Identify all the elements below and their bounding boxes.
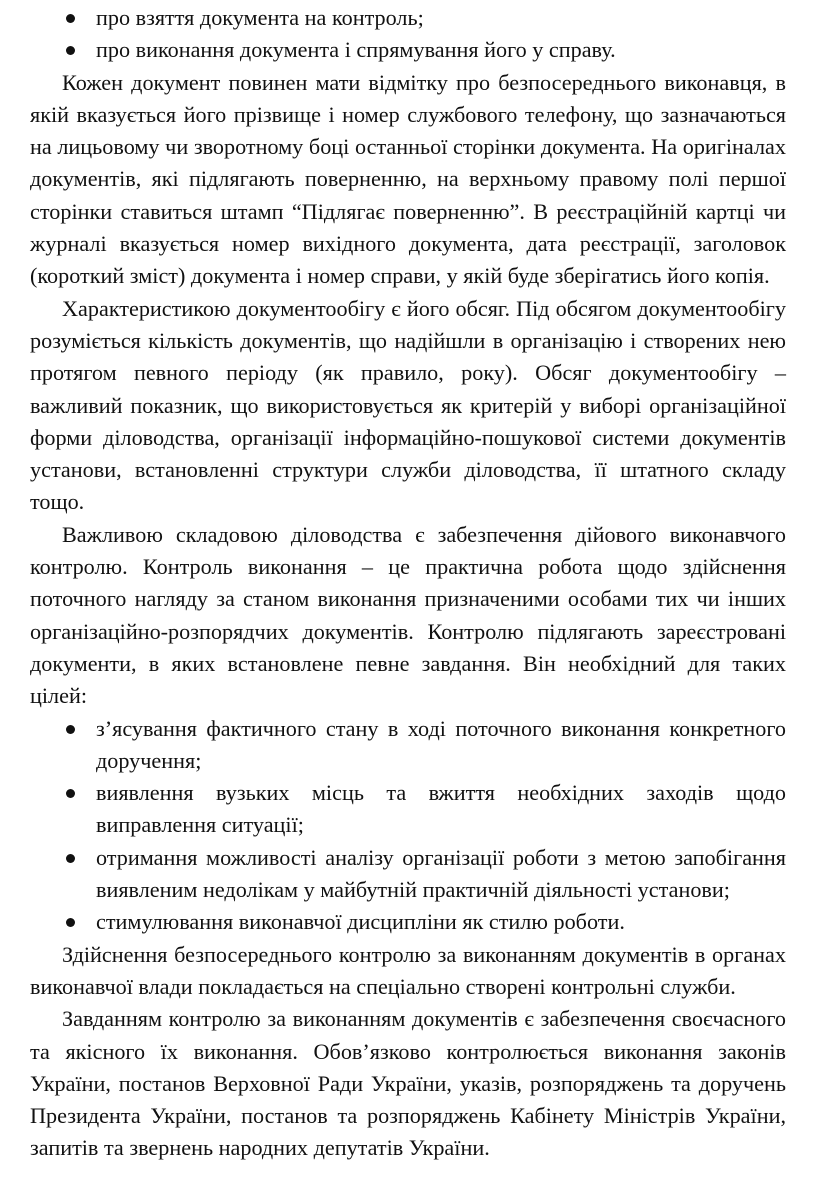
paragraph-document-flow-volume: Характеристикою документообігу є його обсяг. Під обсягом документообігу розуміється кількість документів, що надійшли в організацію і створених нею протягом певного періоду (як правило, року). Обсяг документообігу – важливий показник, що використовується як критерій у виборі організаційної форми діловодства, організації інформаційно-пошукової системи документів установи, встановленні структури служби діловодства, її штатного складу тощо. bbox=[30, 295, 786, 515]
goal-bullet-list bbox=[62, 713, 786, 939]
bullet-icon bbox=[66, 46, 75, 55]
list-item-text: про взяття документа на контроль; bbox=[96, 5, 424, 30]
list-item-text: з’ясування фактичного стану в ході поточного виконання конкретного доручення; bbox=[96, 715, 786, 773]
bullet-icon bbox=[66, 789, 75, 798]
list-item-text: виявлення вузьких місць та вжиття необхідних заходів щодо виправлення ситуації; bbox=[96, 780, 786, 838]
paragraph-control-services: Здійснення безпосереднього контролю за виконанням документів в органах виконавчої влади покладається на спеціально створені контрольні служби. bbox=[30, 941, 786, 999]
list-item bbox=[62, 777, 786, 842]
paragraph-control-tasks: Завданням контролю за виконанням документів є забезпечення своєчасного та якісного їх виконання. Обов’язково контролюється виконання законів України, постанов Верховної Ради України, указів, розпоряджень та доручень Президента України, постанов та розпоряджень Кабінету Міністрів України, запитів та звернень народних депутатів України. bbox=[30, 1006, 786, 1161]
paragraph-execution-control: Важливою складовою діловодства є забезпечення дійового виконавчого контролю. Контроль виконання – це практична робота щодо здійснення поточного нагляду за станом виконання призначеними особами тих чи інших організаційно-розпорядчих документів. Контролю підлягають зареєстровані документи, в яких встановлене певне завдання. Він необхідний для таких цілей: bbox=[30, 521, 786, 709]
bullet-icon bbox=[66, 854, 75, 863]
list-item bbox=[62, 2, 786, 34]
list-item bbox=[62, 842, 786, 907]
list-item-text: стимулювання виконавчої дисципліни як стилю роботи. bbox=[96, 909, 625, 935]
list-item bbox=[62, 34, 786, 66]
bullet-icon bbox=[66, 725, 75, 734]
list-item-text: про виконання документа і спрямування його у справу. bbox=[96, 37, 616, 63]
bullet-icon bbox=[66, 14, 75, 23]
paragraph-executor-mark: Кожен документ повинен мати відмітку про безпосереднього виконавця, в якій вказується його прізвище і номер службового телефону, що зазначаються на лицьовому чи зворотному боці останньої сторінки документа. На оригіналах документів, які підлягають поверненню, на верхньому правому полі першої сторінки ставиться штамп “Підлягає поверненню”. В реєстраційній картці чи журналі вказується номер вихідного документа, дата реєстрації, заголовок (короткий зміст) документа і номер справи, у якій буде зберігатись його копія. bbox=[30, 69, 786, 289]
list-item-text: отримання можливості аналізу організації роботи з метою запобігання виявленим недолікам у майбутній практичній діяльності установи; bbox=[96, 844, 786, 903]
list-item bbox=[62, 713, 786, 778]
top-bullet-list bbox=[62, 2, 786, 67]
bullet-icon bbox=[66, 918, 75, 927]
list-item bbox=[62, 906, 786, 938]
